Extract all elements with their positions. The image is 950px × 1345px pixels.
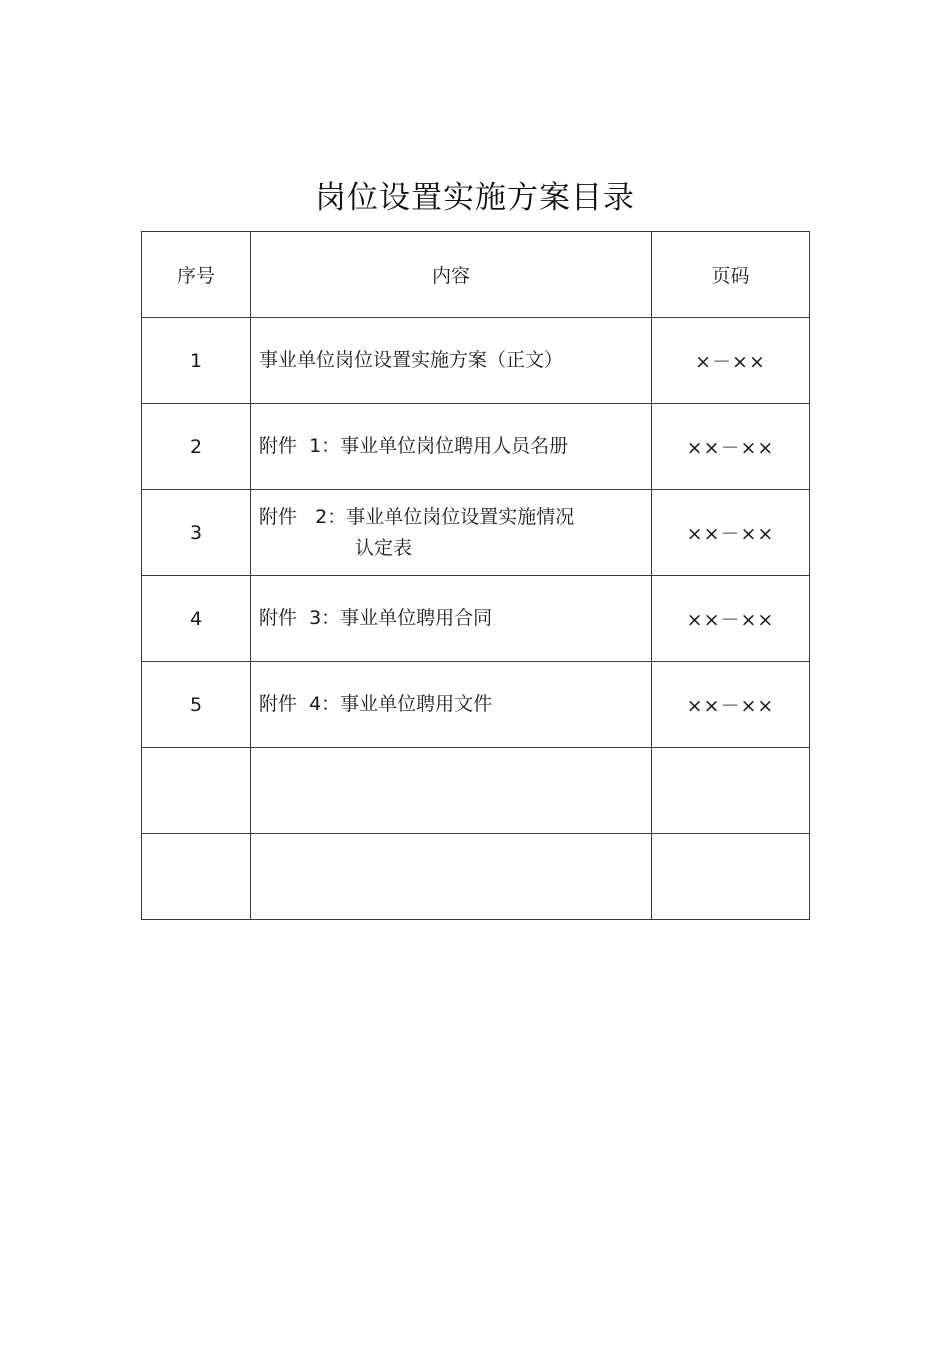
row-number: 1 [142, 318, 251, 404]
row-page [652, 490, 810, 576]
row-page [652, 748, 810, 834]
toc-table [141, 231, 810, 920]
row-number [142, 748, 251, 834]
row-content-cell [251, 576, 652, 662]
row-content: 事业单位岗位设置实施方案（正文） [259, 349, 564, 371]
page-range: ××－×× [686, 437, 775, 459]
row-page [652, 318, 810, 404]
header-no: 序号 [142, 232, 251, 318]
row-content-cell [251, 834, 652, 920]
header-page: 页码 [652, 232, 810, 318]
table-row-empty [142, 748, 810, 834]
row-number: 4 [142, 576, 251, 662]
row-page [652, 404, 810, 490]
row-content: 附件 4：事业单位聘用文件 [259, 693, 493, 715]
page-range: ××－×× [686, 695, 775, 717]
page-range: ×－×× [695, 351, 766, 373]
row-page [652, 662, 810, 748]
row-page [652, 576, 810, 662]
page-range: ××－×× [686, 609, 775, 631]
row-content: 附件 1：事业单位岗位聘用人员名册 [259, 435, 569, 457]
table-row [142, 404, 810, 490]
table-header-row [142, 232, 810, 318]
row-content-cell [251, 662, 652, 748]
row-content: 附件 3：事业单位聘用合同 [259, 607, 493, 629]
row-number: 2 [142, 404, 251, 490]
row-number [142, 834, 251, 920]
row-number: 5 [142, 662, 251, 748]
row-content-cell [251, 490, 652, 576]
table-row-empty [142, 834, 810, 920]
row-content-cell [251, 404, 652, 490]
row-content-cell [251, 318, 652, 404]
row-page [652, 834, 810, 920]
table-row [142, 576, 810, 662]
table-row [142, 490, 810, 576]
document-title: 岗位设置实施方案目录 [315, 180, 635, 216]
row-content: 附件 2：事业单位岗位设置实施情况 [259, 505, 575, 528]
table-row [142, 318, 810, 404]
header-content: 内容 [251, 232, 652, 318]
row-content-continued: 认定表 [355, 536, 413, 559]
table-row [142, 662, 810, 748]
row-content-cell [251, 748, 652, 834]
row-number: 3 [142, 490, 251, 576]
page-range: ××－×× [686, 523, 775, 545]
